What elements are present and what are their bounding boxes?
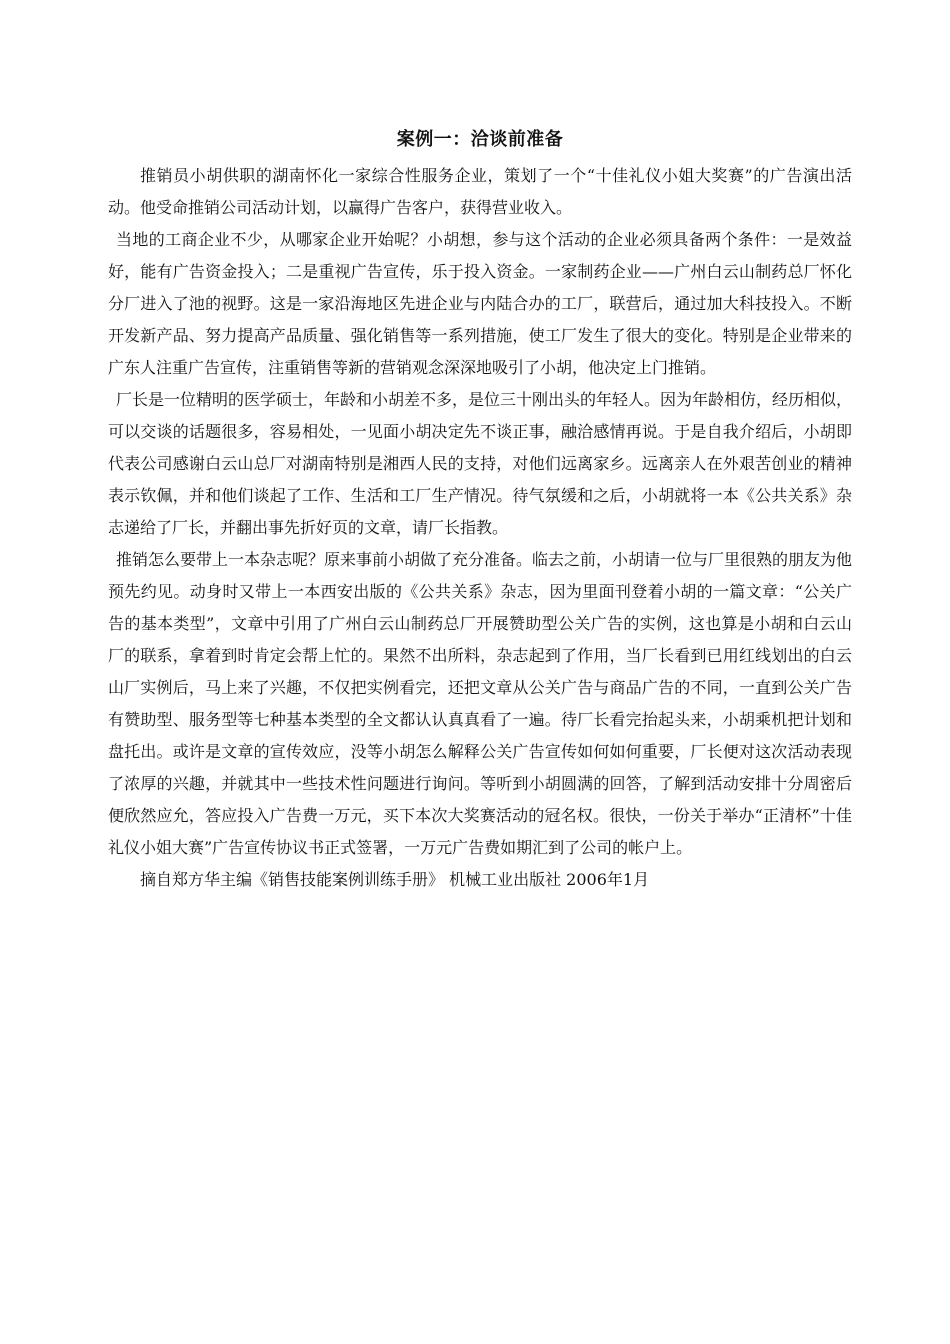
paragraph-intro: 推销员小胡供职的湖南怀化一家综合性服务企业，策划了一个“十佳礼仪小姐大奖赛”的广告演出活动。他受命推销公司活动计划，以赢得广告客户，获得营业收入。 [108, 166, 852, 217]
source-citation: 摘自郑方华主编《销售技能案例训练手册》 机械工业出版社 2006年1月 [140, 870, 650, 889]
document-page [108, 128, 852, 896]
paragraph-selection: 当地的工商企业不少，从哪家企业开始呢？小胡想，参与这个活动的企业必须具备两个条件：一是效益好，能有广告资金投入；二是重视广告宣传，乐于投入资金。一家制药企业——广州白云山制药总厂怀化分厂进入了池的视野。这是一家沿海地区先进企业与内陆合办的工厂，联营后，通过加大科技投入。不断开发新产品、努力提高产品质量、强化销售等一系列措施，使工厂发生了很大的变化。特别是企业带来的广东人注重广告宣传，注重销售等新的营销观念深深地吸引了小胡，他决定上门推销。 [108, 230, 852, 377]
paragraph-meeting: 厂长是一位精明的医学硕士，年龄和小胡差不多，是位三十刚出头的年轻人。因为年龄相仿，经历相似，可以交谈的话题很多，容易相处，一见面小胡决定先不谈正事，融洽感情再说。于是自我介绍后，小胡即代表公司感谢白云山总厂对湖南特别是湘西人民的支持，对他们远离家乡。远离亲人在外艰苦创业的精神表示钦佩，并和他们谈起了工作、生活和工厂生产情况。待气氛缓和之后，小胡就将一本《公共关系》杂志递给了厂长，并翻出事先折好页的文章，请厂长指教。 [108, 390, 853, 537]
document-title: 案例一：洽谈前准备 [396, 129, 564, 150]
paragraph-preparation: 推销怎么要带上一本杂志呢？原来事前小胡做了充分准备。临去之前，小胡请一位与厂里很熟的朋友为他预先约见。动身时又带上一本西安出版的《公共关系》杂志，因为里面刊登着小胡的一篇文章：“公关广告的基本类型”，文章中引用了广州白云山制药总厂开展赞助型公关广告的实例，这也算是小胡和白云山厂的联系，拿着到时肯定会帮上忙的。果然不出所料，杂志起到了作用，当厂长看到已用红线划出的白云山厂实例后，马上来了兴趣，不仅把实例看完，还把文章从公关广告与商品广告的不同，一直到公关广告有赞助型、服务型等七种基本类型的全文都认认真真看了一遍。待厂长看完抬起头来，小胡乘机把计划和盘托出。或许是文章的宣传效应，没等小胡怎么解释公关广告宣传如何如何重要，厂长便对这次活动表现了浓厚的兴趣，并就其中一些技术性问题进行询问。等听到小胡圆满的回答，了解到活动安排十分周密后便欣然应允，答应投入广告费一万元，买下本次大奖赛活动的冠名权。很快，一份关于举办“正清杯”十佳礼仪小姐大赛”广告宣传协议书正式签署，一万元广告费如期汇到了公司的帐户上。 [108, 550, 853, 857]
